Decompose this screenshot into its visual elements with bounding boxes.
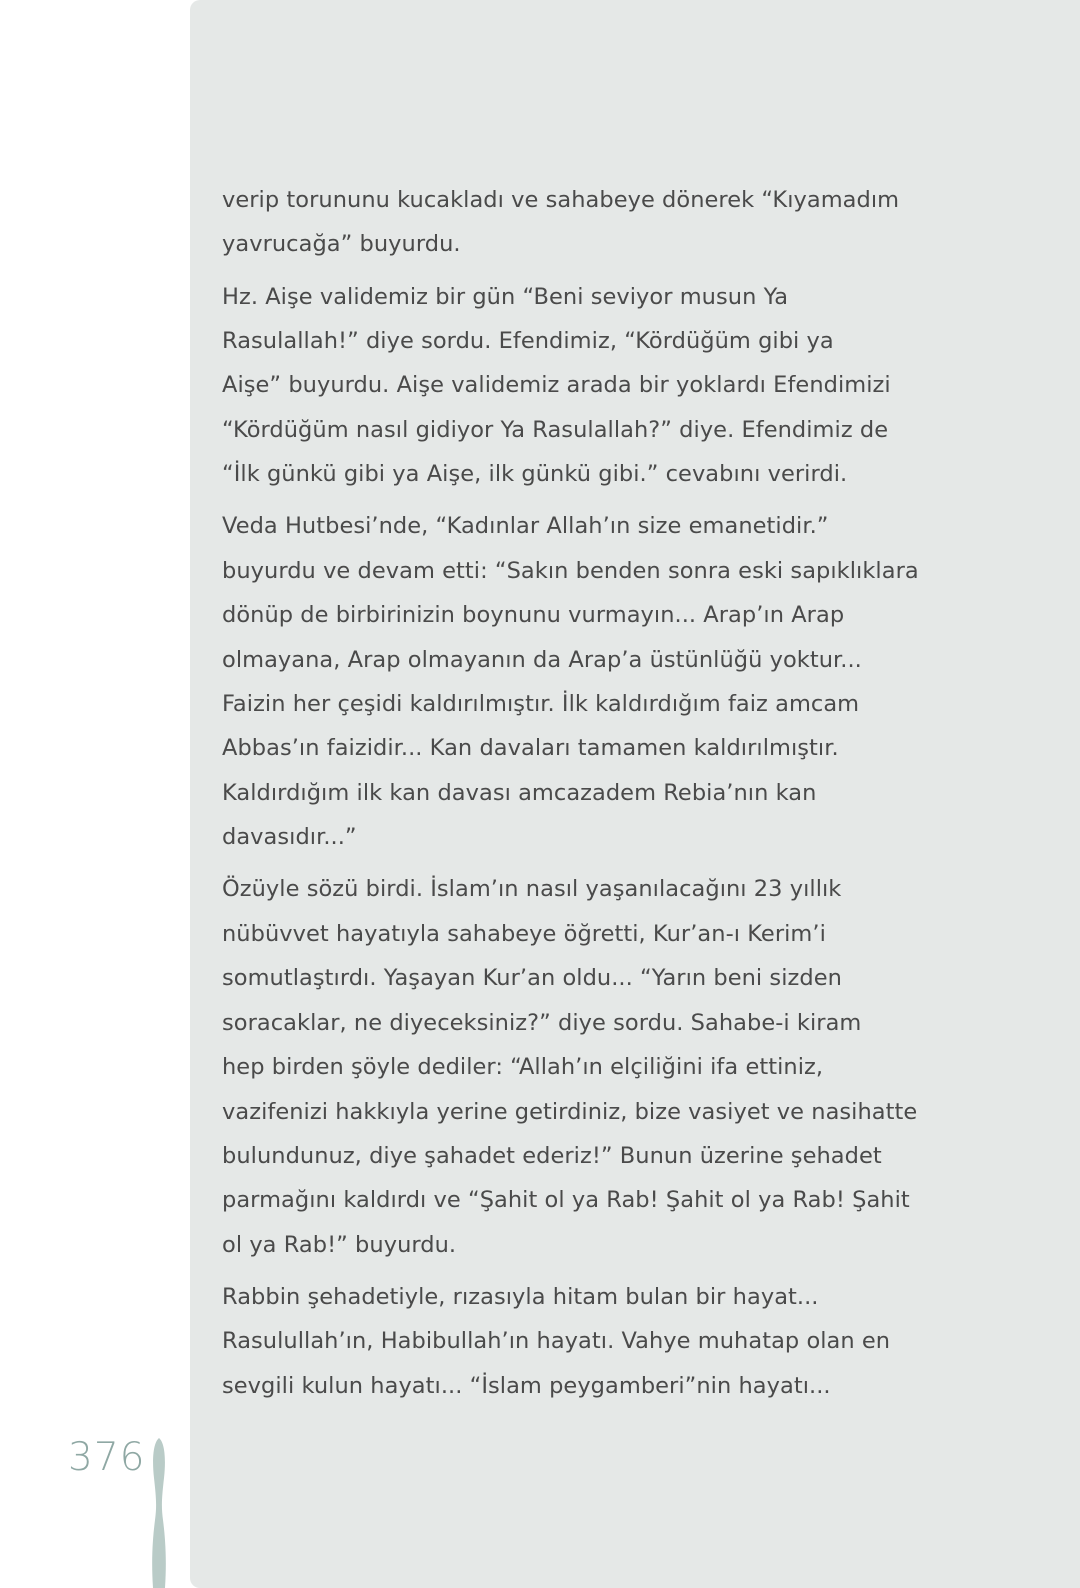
text-line: vazifenizi hakkıyla yerine getirdiniz, bize vasiyet ve nasihatte xyxy=(222,1098,918,1125)
text-line: Rasulallah!” diye sordu. Efendimiz, “Kördüğüm gibi ya xyxy=(222,328,834,355)
text-line: sevgili kulun hayatı... “İslam peygamberi”nin hayatı... xyxy=(222,1372,831,1399)
text-line: verip torununu kucakladı ve sahabeye dönerek “Kıyamadım xyxy=(222,187,900,213)
page-number: 376 xyxy=(68,1435,146,1480)
page-ornament-icon xyxy=(148,1438,170,1588)
text-line: Veda Hutbesi’nde, “Kadınlar Allah’ın size emanetidir.” xyxy=(222,513,829,540)
text-line: Aişe” buyurdu. Aişe validemiz arada bir yoklardı Efendimizi xyxy=(222,372,891,399)
text-line: Hz. Aişe validemiz bir gün “Beni seviyor musun Ya xyxy=(222,283,789,310)
paragraph-1 xyxy=(222,178,902,267)
text-line: Faizin her çeşidi kaldırılmıştır. İlk kaldırdığım faiz amcam xyxy=(222,691,860,718)
text-line: Abbas’ın faizidir... Kan davaları tamamen kaldırılmıştır. xyxy=(222,735,839,762)
text-line: buyurdu ve devam etti: “Sakın benden sonra eski sapıklıklara xyxy=(222,557,919,584)
text-line: somutlaştırdı. Yaşayan Kur’an oldu... “Yarın beni sizden xyxy=(222,965,842,992)
text-line: nübüvvet hayatıyla sahabeye öğretti, Kur’an-ı Kerim’i xyxy=(222,920,826,947)
text-line: “Kördüğüm nasıl gidiyor Ya Rasulallah?” diye. Efendimiz de xyxy=(222,416,889,443)
text-line: “İlk günkü gibi ya Aişe, ilk günkü gibi.” cevabını verirdi. xyxy=(222,461,848,488)
text-line: olmayana, Arap olmayanın da Arap’a üstünlüğü yoktur... xyxy=(222,646,862,673)
paragraph-2 xyxy=(222,275,902,497)
text-line: davasıdır...” xyxy=(222,824,357,851)
text-line: Özüyle sözü birdi. İslam’ın nasıl yaşanılacağını 23 yıllık xyxy=(222,876,842,903)
text-line: hep birden şöyle dediler: “Allah’ın elçiliğini ifa ettiniz, xyxy=(222,1054,824,1081)
paragraph-4 xyxy=(222,867,918,1267)
text-line: yavrucağa” buyurdu. xyxy=(222,231,461,258)
text-line: bulundunuz, diye şahadet ederiz!” Bunun üzerine şehadet xyxy=(222,1142,882,1169)
text-line: dönüp de birbirinizin boynunu vurmayın... Arap’ın Arap xyxy=(222,602,845,629)
text-line: soracaklar, ne diyeceksiniz?” diye sordu. Sahabe-i kiram xyxy=(222,1009,862,1036)
text-line: Rasulullah’ın, Habibullah’ın hayatı. Vahye muhatap olan en xyxy=(222,1328,891,1355)
text-line: Rabbin şehadetiyle, rızasıyla hitam bulan bir hayat... xyxy=(222,1283,819,1310)
paragraph-3 xyxy=(222,504,919,859)
text-line: parmağını kaldırdı ve “Şahit ol ya Rab! Şahit ol ya Rab! Şahit xyxy=(222,1187,910,1214)
paragraph-5 xyxy=(222,1275,902,1408)
text-line: Kaldırdığım ilk kan davası amcazadem Rebia’nın kan xyxy=(222,779,817,806)
body-text xyxy=(222,178,919,1416)
text-line: ol ya Rab!” buyurdu. xyxy=(222,1231,457,1258)
